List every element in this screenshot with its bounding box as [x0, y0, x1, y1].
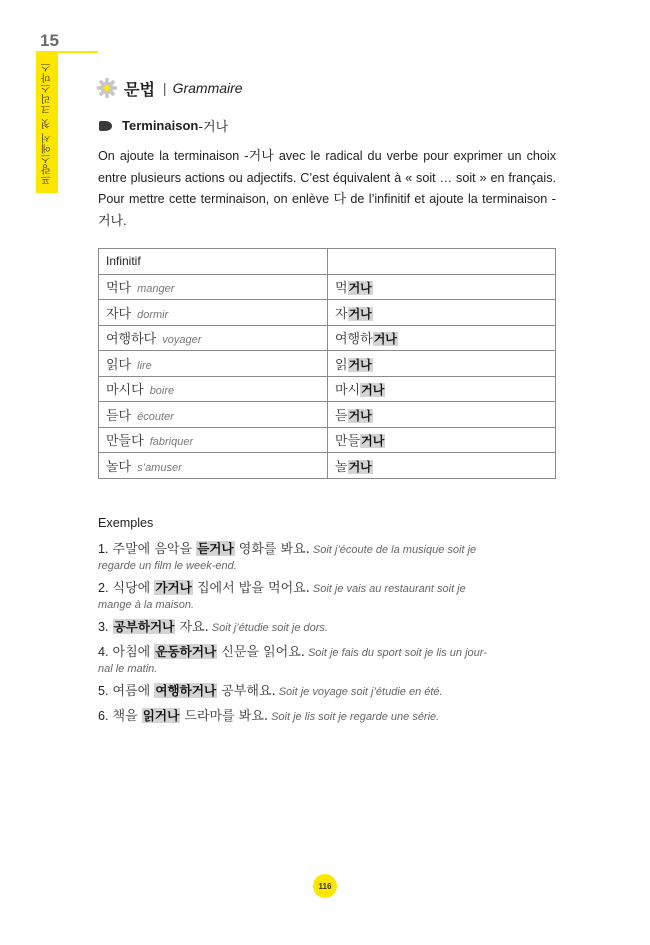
infinitive-ko: 만들다 [106, 434, 144, 450]
example-item [98, 577, 556, 614]
example-highlight: 여행하거나 [155, 683, 217, 698]
conjugated-cell [328, 453, 556, 479]
intro-text-2: avec le radical du verbe pour exprimer un choix entre plusieurs actions ou adjectifs. C’est équivalent à « soit … soit » en français. Pour mettre cette terminaison, on enlève [98, 149, 556, 206]
example-ko-post: 자요. [175, 620, 209, 635]
tag-bullet-icon [99, 121, 112, 131]
verb-stem: 마시 [335, 383, 361, 399]
infinitive-cell [99, 274, 328, 300]
section-title-ko: 문법 [124, 79, 155, 99]
conjugation-table [98, 248, 556, 479]
example-highlight: 듣거나 [197, 541, 234, 556]
example-ko-pre: 여름에 [112, 684, 155, 699]
example-translation: Soit je vais au restaurant soit je [309, 583, 466, 595]
intro-ko-2: 다 [333, 192, 347, 207]
infinitive-fr: dormir [137, 308, 169, 321]
ending-highlight: 거나 [361, 383, 385, 398]
infinitive-ko: 먹다 [106, 281, 132, 297]
verb-stem: 여행하 [335, 332, 373, 348]
infinitive-cell [99, 427, 328, 453]
infinitive-cell [99, 402, 328, 428]
example-number: 5. [98, 684, 109, 698]
side-tab-label: 프랑스에서 첫 크리스마스 [41, 61, 53, 185]
table-row [99, 325, 556, 351]
example-translation: Soit je voyage soit j’étudie en été. [275, 686, 443, 698]
conjugated-cell [328, 427, 556, 453]
section-title-fr: Grammaire [172, 80, 243, 96]
table-row [99, 402, 556, 428]
table-row [99, 274, 556, 300]
conjugated-cell [328, 351, 556, 377]
example-translation: Soit je lis soit je regarde une série. [268, 711, 440, 723]
example-item [98, 616, 556, 639]
example-translation-cont: nal le matin. [98, 663, 158, 675]
table-row [99, 351, 556, 377]
table-row [99, 453, 556, 479]
example-translation: Soit je fais du sport soit je lis un jour- [304, 647, 487, 659]
example-ko-post: 드라마를 봐요. [180, 709, 269, 724]
example-ko-pre: 주말에 음악을 [112, 542, 197, 557]
verb-stem: 놀 [335, 459, 348, 475]
section-separator: | [162, 80, 167, 96]
verb-stem: 먹 [335, 281, 348, 297]
conjugated-cell [328, 300, 556, 326]
example-number: 2. [98, 581, 109, 595]
intro-paragraph [98, 146, 556, 232]
infinitive-fr: fabriquer [149, 436, 194, 449]
infinitive-ko: 자다 [106, 306, 132, 322]
conjugated-cell [328, 325, 556, 351]
example-ko-post: 공부해요. [217, 684, 276, 699]
infinitive-cell [99, 376, 328, 402]
chapter-number: 15 [40, 31, 59, 50]
verb-stem: 만들 [335, 434, 361, 450]
example-ko-pre: 책을 [112, 709, 142, 724]
conjugated-cell [328, 376, 556, 402]
infinitive-fr: boire [149, 385, 175, 398]
conjugated-cell [328, 274, 556, 300]
example-item [98, 705, 556, 728]
intro-text-3: de l’infinitif et ajoute la terminaison [346, 192, 552, 206]
example-number: 4. [98, 645, 109, 659]
example-translation: Soit j’étudie soit je dors. [208, 622, 328, 634]
subsection-heading [99, 116, 228, 135]
example-highlight: 읽거나 [142, 708, 180, 723]
infinitive-fr: manger [137, 283, 175, 296]
infinitive-ko: 읽다 [106, 357, 132, 373]
conjugated-cell [328, 402, 556, 428]
table-row [99, 376, 556, 402]
infinitive-ko: 듣다 [106, 408, 132, 424]
infinitive-fr: lire [137, 359, 152, 372]
example-ko-pre: 아침에 [112, 645, 155, 660]
infinitive-fr: s’amuser [137, 461, 182, 474]
example-highlight: 운동하거나 [155, 644, 217, 659]
ending-highlight: 거나 [348, 459, 372, 474]
infinitive-ko: 여행하다 [106, 332, 157, 348]
example-number: 3. [98, 620, 109, 634]
example-translation-cont: regarde un film le week-end. [98, 560, 237, 572]
example-item [98, 641, 556, 678]
page-number: 116 [313, 874, 337, 898]
example-highlight: 가거나 [155, 580, 192, 595]
example-highlight: 공부하거나 [113, 619, 175, 634]
table-header-row [99, 249, 556, 275]
gear-icon [96, 77, 118, 99]
example-translation-cont: mange à la maison. [98, 599, 194, 611]
intro-text-1: On ajoute la terminaison [98, 149, 245, 163]
example-item [98, 538, 556, 575]
infinitive-fr: voyager [162, 334, 202, 347]
subsection-title-fr: Terminaison [122, 118, 199, 133]
infinitive-cell [99, 351, 328, 377]
ending-highlight: 거나 [348, 408, 372, 423]
example-number: 1. [98, 542, 109, 556]
table-header-cell: Infinitif [99, 249, 328, 275]
infinitive-fr: écouter [137, 410, 174, 423]
example-number: 6. [98, 709, 109, 723]
example-ko-pre: 식당에 [112, 581, 155, 596]
intro-ko-3: -거나 [98, 192, 556, 229]
example-ko-post: 영화를 봐요. [234, 542, 310, 557]
ending-highlight: 거나 [348, 281, 372, 296]
section-heading [96, 76, 243, 100]
table-row [99, 300, 556, 326]
example-ko-post: 집에서 밥을 먹어요. [192, 581, 310, 596]
example-item [98, 680, 556, 703]
intro-ko-1: -거나 [244, 149, 274, 164]
infinitive-cell [99, 300, 328, 326]
examples-list [98, 538, 556, 730]
infinitive-ko: 놀다 [106, 459, 132, 475]
ending-highlight: 거나 [348, 306, 372, 321]
infinitive-ko: 마시다 [106, 383, 144, 399]
intro-text-4: . [123, 213, 127, 228]
ending-highlight: 거나 [373, 332, 397, 347]
ending-highlight: 거나 [361, 434, 385, 449]
examples-title: Exemples [98, 516, 154, 530]
example-ko-post: 신문을 읽어요. [217, 645, 305, 660]
verb-stem: 듣 [335, 408, 348, 424]
table-header-cell [328, 249, 556, 275]
verb-stem: 읽 [335, 357, 348, 373]
table-row [99, 427, 556, 453]
example-translation: Soit j’écoute de la musique soit je [309, 544, 477, 556]
infinitive-cell [99, 325, 328, 351]
verb-stem: 자 [335, 306, 348, 322]
subsection-title-ko: -거나 [198, 120, 229, 135]
infinitive-cell [99, 453, 328, 479]
ending-highlight: 거나 [348, 357, 372, 372]
side-tab [36, 53, 58, 193]
